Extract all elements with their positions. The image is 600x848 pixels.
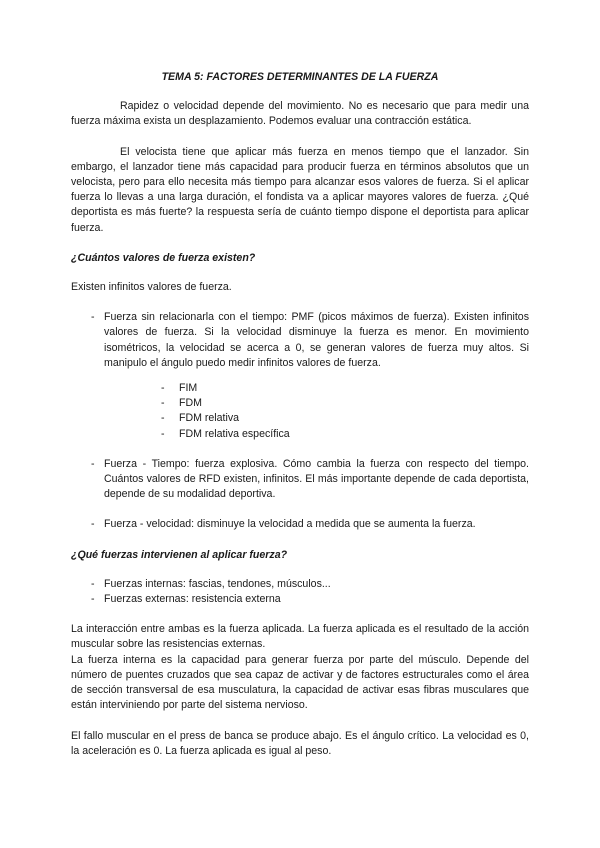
paragraph-velocidad: Rapidez o velocidad depende del movimiento. No es necesario que para medir una fuerza máxima exista un desplazamiento. Podemos evaluar una contracción estática. (71, 100, 529, 128)
paragraph-velocista: El velocista tiene que aplicar más fuerza en menos tiempo que el lanzador. Sin embargo, el lanzador tiene más capacidad para producir fuerza en términos absolutos que un velocista, pero para ello necesita más tiempo para alcanzar esos valores de fuerza. Si el aplicar fuerza lo llevas a una larga duración, el fondista va a aplicar mayores valores de fuerza. ¿Qué deportista es más fuerte? la respuesta sería de cuánto tiempo dispone el deportista para aplicar fuerza. (71, 145, 529, 234)
document-title: TEMA 5: FACTORES DETERMINANTES DE LA FUERZA (161, 71, 439, 83)
list-tipos-fuerza (71, 310, 529, 371)
paragraph-interaccion: La interacción entre ambas es la fuerza aplicada. La fuerza aplicada es el resultado de la acción muscular sobre las resistencias externas. (71, 623, 529, 651)
list-item-internas: - Fuerzas internas: fascias, tendones, músculos... (71, 577, 529, 592)
list-item-externas: - Fuerzas externas: resistencia externa (71, 592, 529, 607)
section-heading-intervienen: ¿Qué fuerzas intervienen al aplicar fuerza? (71, 548, 288, 561)
sublist-fim (71, 381, 529, 442)
paragraph-fallo-muscular: El fallo muscular en el press de banca se produce abajo. Es el ángulo crítico. La velocidad es 0, la aceleración es 0. La fuerza aplicada es igual al peso. (71, 729, 529, 757)
list-tipos-fuerza-cont (71, 457, 529, 533)
list-item: - FDM relativa específica (71, 427, 529, 442)
list-item-fuerza-velocidad: - Fuerza - velocidad: disminuye la velocidad a medida que se aumenta la fuerza. (71, 517, 529, 532)
list-item-pmf: - Fuerza sin relacionarla con el tiempo: PMF (picos máximos de fuerza). Existen infinitos valores de fuerza. Si la velocidad disminuye la fuerza es menor. En movimiento isométricos, la velocidad se acerca a 0, se generan valores de fuerza muy altos. Si manipulo el ángulo puedo medir infinitos valores de fuerza. (71, 310, 529, 371)
list-item: - FIM (71, 381, 529, 396)
section-heading-valores: ¿Cuántos valores de fuerza existen? (71, 251, 256, 264)
paragraph-infinitos: Existen infinitos valores de fuerza. (71, 281, 232, 294)
list-fuerzas (71, 577, 529, 607)
list-item: - FDM relativa (71, 411, 529, 426)
list-item: - FDM (71, 396, 529, 411)
paragraph-fuerza-interna: La fuerza interna es la capacidad para generar fuerza por parte del músculo. Depende del número de puentes cruzados que sea capaz de activar y de factores estructurales como el área de sección transversal de esa musculatura, la capacidad de activar esas fibras musculares que están interviniendo por parte del sistema nervioso. (71, 653, 529, 712)
document-page (71, 70, 529, 759)
list-item-fuerza-tiempo: - Fuerza - Tiempo: fuerza explosiva. Cómo cambia la fuerza con respecto del tiempo. Cuántos valores de RFD existen, infinitos. El más importante depende de cada deportista, depende de su modalidad deportiva. (71, 457, 529, 503)
